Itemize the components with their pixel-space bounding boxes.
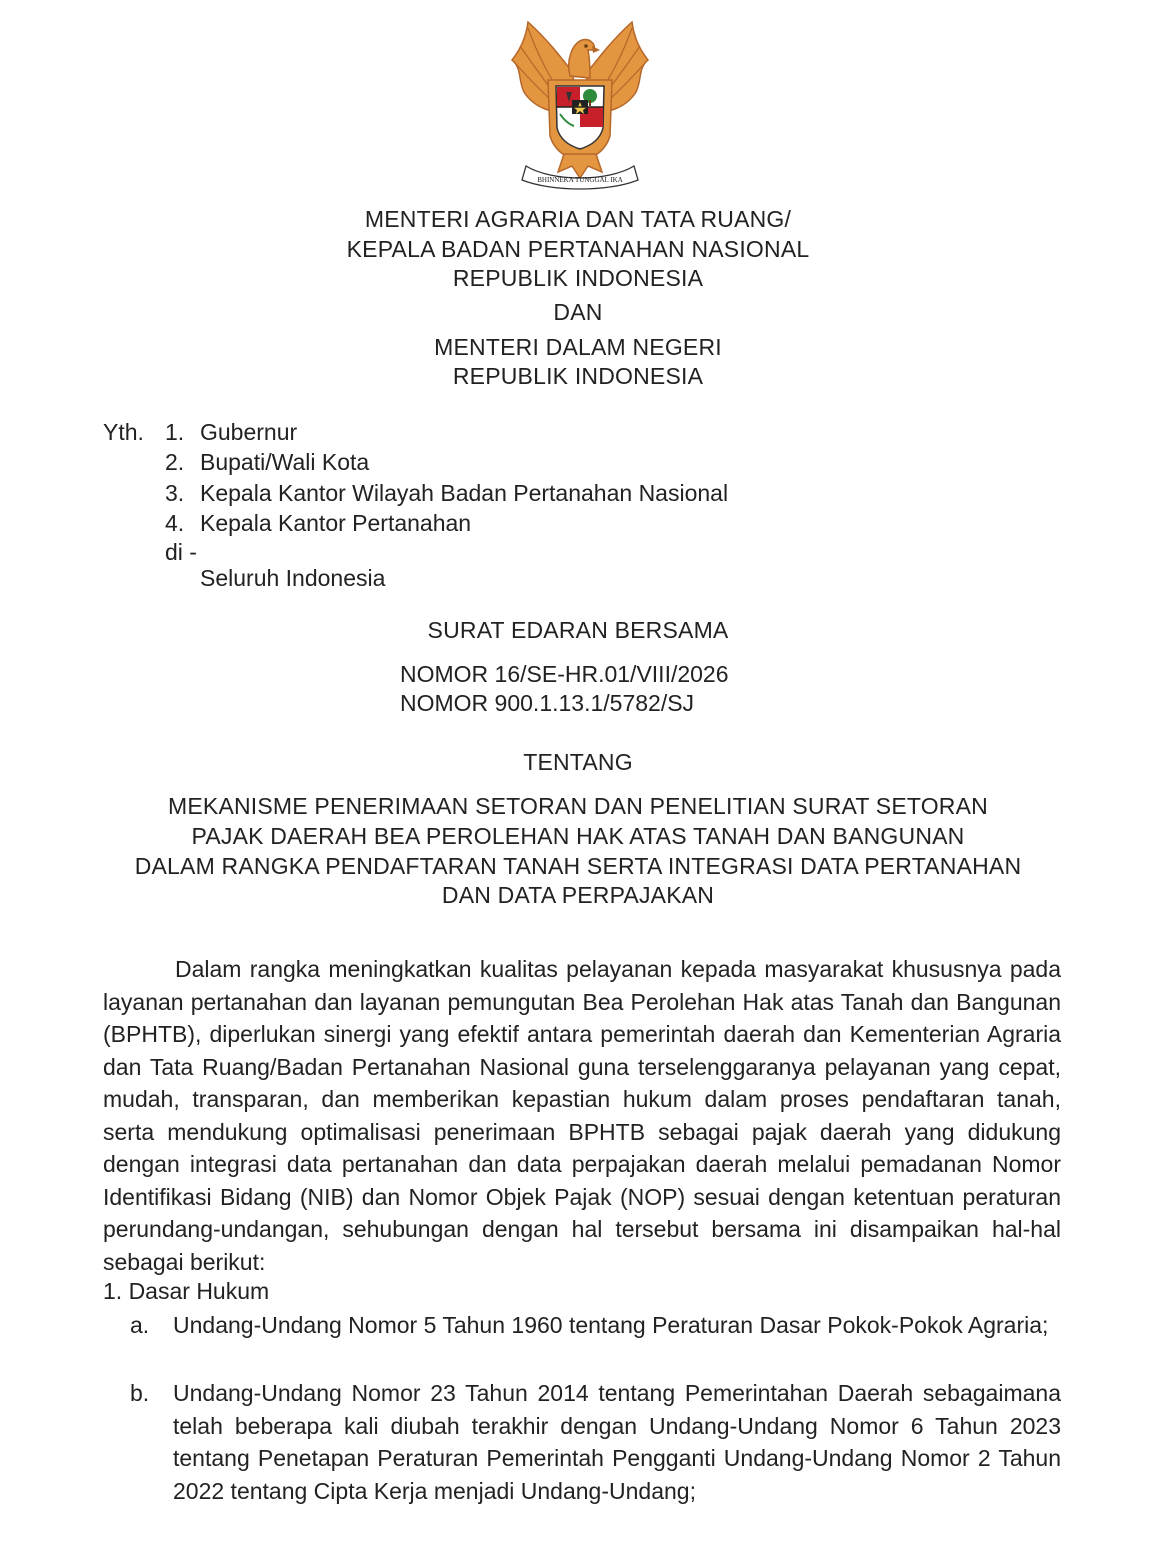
legal-basis-letter-b: b.: [130, 1380, 150, 1406]
letter-number-1: NOMOR 16/SE-HR.01/VIII/2026: [400, 661, 729, 687]
subject-line-3: DALAM RANGKA PENDAFTARAN TANAH SERTA INTEGRASI DATA PERTANAHAN: [134, 853, 1022, 879]
legal-basis-text-b: Undang-Undang Nomor 23 Tahun 2014 tentang Pemerintahan Daerah sebagaimana telah beberapa kali diubah terakhir dengan Undang-Undang Nomor 6 Tahun 2023 tentang Penetapan Peraturan Pemerintah Pengganti Undang-Undang Nomor 2 Tahun 2022 tentang Cipta Kerja menjadi Undang-Undang;: [173, 1380, 1061, 1504]
legal-basis-item-a: [130, 1309, 1061, 1342]
garuda-pancasila-emblem-icon: [498, 16, 662, 190]
letter-type: SURAT EDARAN BERSAMA: [427, 617, 729, 643]
legal-basis-letter-a: a.: [130, 1312, 150, 1338]
addressee-item-3: Kepala Kantor Wilayah Badan Pertanahan Nasional: [200, 480, 729, 506]
emblem-motto-text: BHINNEKA TUNGGAL IKA: [537, 176, 623, 184]
intro-paragraph-text: Dalam rangka meningkatkan kualitas pelayanan kepada masyarakat khususnya pada layanan pertanahan dan layanan pemungutan Bea Perolehan Hak atas Tanah dan Bangunan (BPHTB), diperlukan sinergi yang efektif antara pemerintah daerah dan Kementerian Agraria dan Tata Ruang/Badan Pertanahan Nasional guna terselenggaranya pelayanan yang cepat, mudah, transparan, dan memberikan kepastian hukum dalam proses pendaftaran tanah, serta mendukung optimalisasi penerimaan BPHTB sebagai pajak daerah yang didukung dengan integrasi data pertanahan dan data perpajakan daerah melalui pemadanan Nomor Identifikasi Bidang (NIB) dan Nomor Objek Pajak (NOP) sesuai dengan ketentuan peraturan perundang-undangan, sehubungan dengan hal tersebut bersama ini disampaikan hal-hal sebagai berikut:: [103, 956, 1061, 1275]
header-line-2: KEPALA BADAN PERTANAHAN NASIONAL: [346, 236, 810, 262]
addressee-di: di -: [165, 539, 197, 565]
letter-tentang: TENTANG: [523, 749, 633, 775]
addressee-num-3: 3.: [165, 480, 185, 506]
header-line-dan: DAN: [553, 299, 603, 325]
subject-line-4: DAN DATA PERPAJAKAN: [441, 882, 715, 908]
intro-paragraph: [103, 953, 1061, 1278]
header-line-1: MENTERI AGRARIA DAN TATA RUANG/: [364, 206, 792, 232]
addressee-location: Seluruh Indonesia: [200, 565, 386, 591]
header-line-3: REPUBLIK INDONESIA: [452, 265, 704, 291]
addressee-item-2: Bupati/Wali Kota: [200, 449, 370, 475]
header-line-5: MENTERI DALAM NEGERI: [434, 334, 722, 360]
addressee-num-2: 2.: [165, 449, 185, 475]
header-line-6: REPUBLIK INDONESIA: [452, 363, 704, 389]
addressee-item-4: Kepala Kantor Pertanahan: [200, 510, 472, 536]
subject-line-1: MEKANISME PENERIMAAN SETORAN DAN PENELITIAN SURAT SETORAN: [168, 793, 988, 819]
addressee-num-4: 4.: [165, 510, 185, 536]
addressee-num-1: 1.: [165, 419, 185, 445]
addressee-prefix: Yth.: [103, 419, 144, 445]
letter-number-2: NOMOR 900.1.13.1/5782/SJ: [400, 690, 695, 716]
legal-basis-text-a: Undang-Undang Nomor 5 Tahun 1960 tentang Peraturan Dasar Pokok-Pokok Agraria;: [173, 1312, 1049, 1338]
addressee-item-1: Gubernur: [200, 419, 298, 445]
legal-basis-item-b: [130, 1377, 1061, 1507]
subject-line-2: PAJAK DAERAH BEA PEROLEHAN HAK ATAS TANAH DAN BANGUNAN: [191, 823, 965, 849]
section-heading-dasar-hukum: 1. Dasar Hukum: [103, 1278, 270, 1304]
